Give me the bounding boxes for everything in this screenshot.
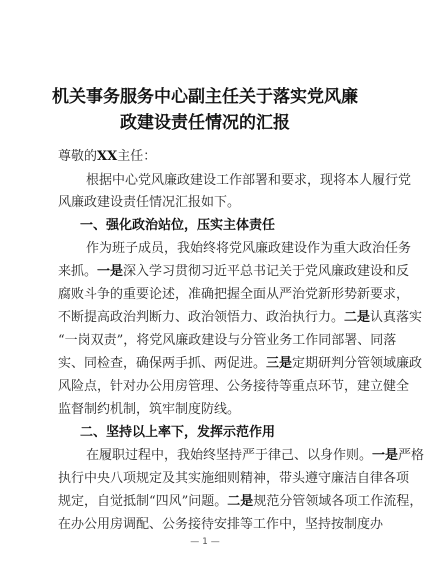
salutation-suffix: 主任： [117, 149, 157, 164]
section2-line-3 [58, 492, 422, 512]
text-run: 定期研判分管领域廉政 [292, 356, 423, 371]
text-run: 来抓。 [58, 264, 98, 279]
salutation-name: XX [97, 149, 118, 164]
text-run: 实、同检查，确保两手抓、两促进。 [58, 356, 267, 371]
section1-line-7: 风险点，针对办公用房管理、公务接待等重点环节，建立健全 [58, 379, 410, 394]
point-label: 一是 [372, 448, 399, 463]
section2-line-2: 执行中央八项规定及其实施细则精神，带头遵守廉洁自律各项 [58, 471, 410, 486]
intro-line-1: 根据中心党风廉政建设工作部署和要求，现将本人履行党 [86, 173, 412, 188]
point-label: 三是 [266, 356, 293, 371]
text-run: 认真落实 [370, 310, 423, 325]
text-run: 规范分管领域各项工作流程， [253, 494, 423, 509]
section1-line-8: 监督制约机制，筑牢制度防线。 [58, 402, 241, 417]
point-label: 一是 [97, 264, 124, 279]
section2-line-4: 在办公用房调配、公务接待安排等工作中，坚持按制度办 [58, 517, 384, 532]
point-label: 二是 [227, 494, 254, 509]
section-heading-2: 二、坚持以上率下，发挥示范作用 [80, 425, 276, 440]
document-title-line2: 政建设责任情况的汇报 [120, 113, 290, 133]
text-run: 规定，自觉抵制“四风”问题。 [58, 494, 228, 509]
document-title-line1: 机关事务服务中心副主任关于落实党风廉 [52, 87, 358, 107]
section1-line-4 [58, 308, 422, 328]
section1-line-6 [58, 354, 422, 374]
section2-line-1 [86, 446, 424, 466]
text-run: 深入学习贯彻习近平总书记关于党风廉政建设和反 [123, 264, 410, 279]
intro-line-2: 风廉政建设责任情况汇报如下。 [58, 195, 241, 210]
point-label: 二是 [344, 310, 371, 325]
section1-line-2 [58, 262, 409, 282]
section1-line-5: “一岗双责”，将党风廉政建设与分管业务工作同部署、同落 [58, 333, 397, 348]
section1-line-3: 腐败斗争的重要论述，准确把握全面从严治党新形势新要求， [58, 287, 410, 302]
section-heading-1: 一、强化政治站位，压实主体责任 [80, 218, 276, 233]
salutation [58, 147, 156, 167]
salutation-prefix: 尊敬的 [58, 149, 98, 164]
text-run: 不断提高政治判断力、政治领悟力、政治执行力。 [58, 310, 345, 325]
text-run: 严格 [398, 448, 424, 463]
section1-line-1: 作为班子成员，我始终将党风廉政建设作为重大政治任务 [86, 241, 412, 256]
page-number: — 1 — [190, 537, 220, 547]
text-run: 在履职过程中，我始终坚持严于律己、以身作则。 [86, 448, 373, 463]
